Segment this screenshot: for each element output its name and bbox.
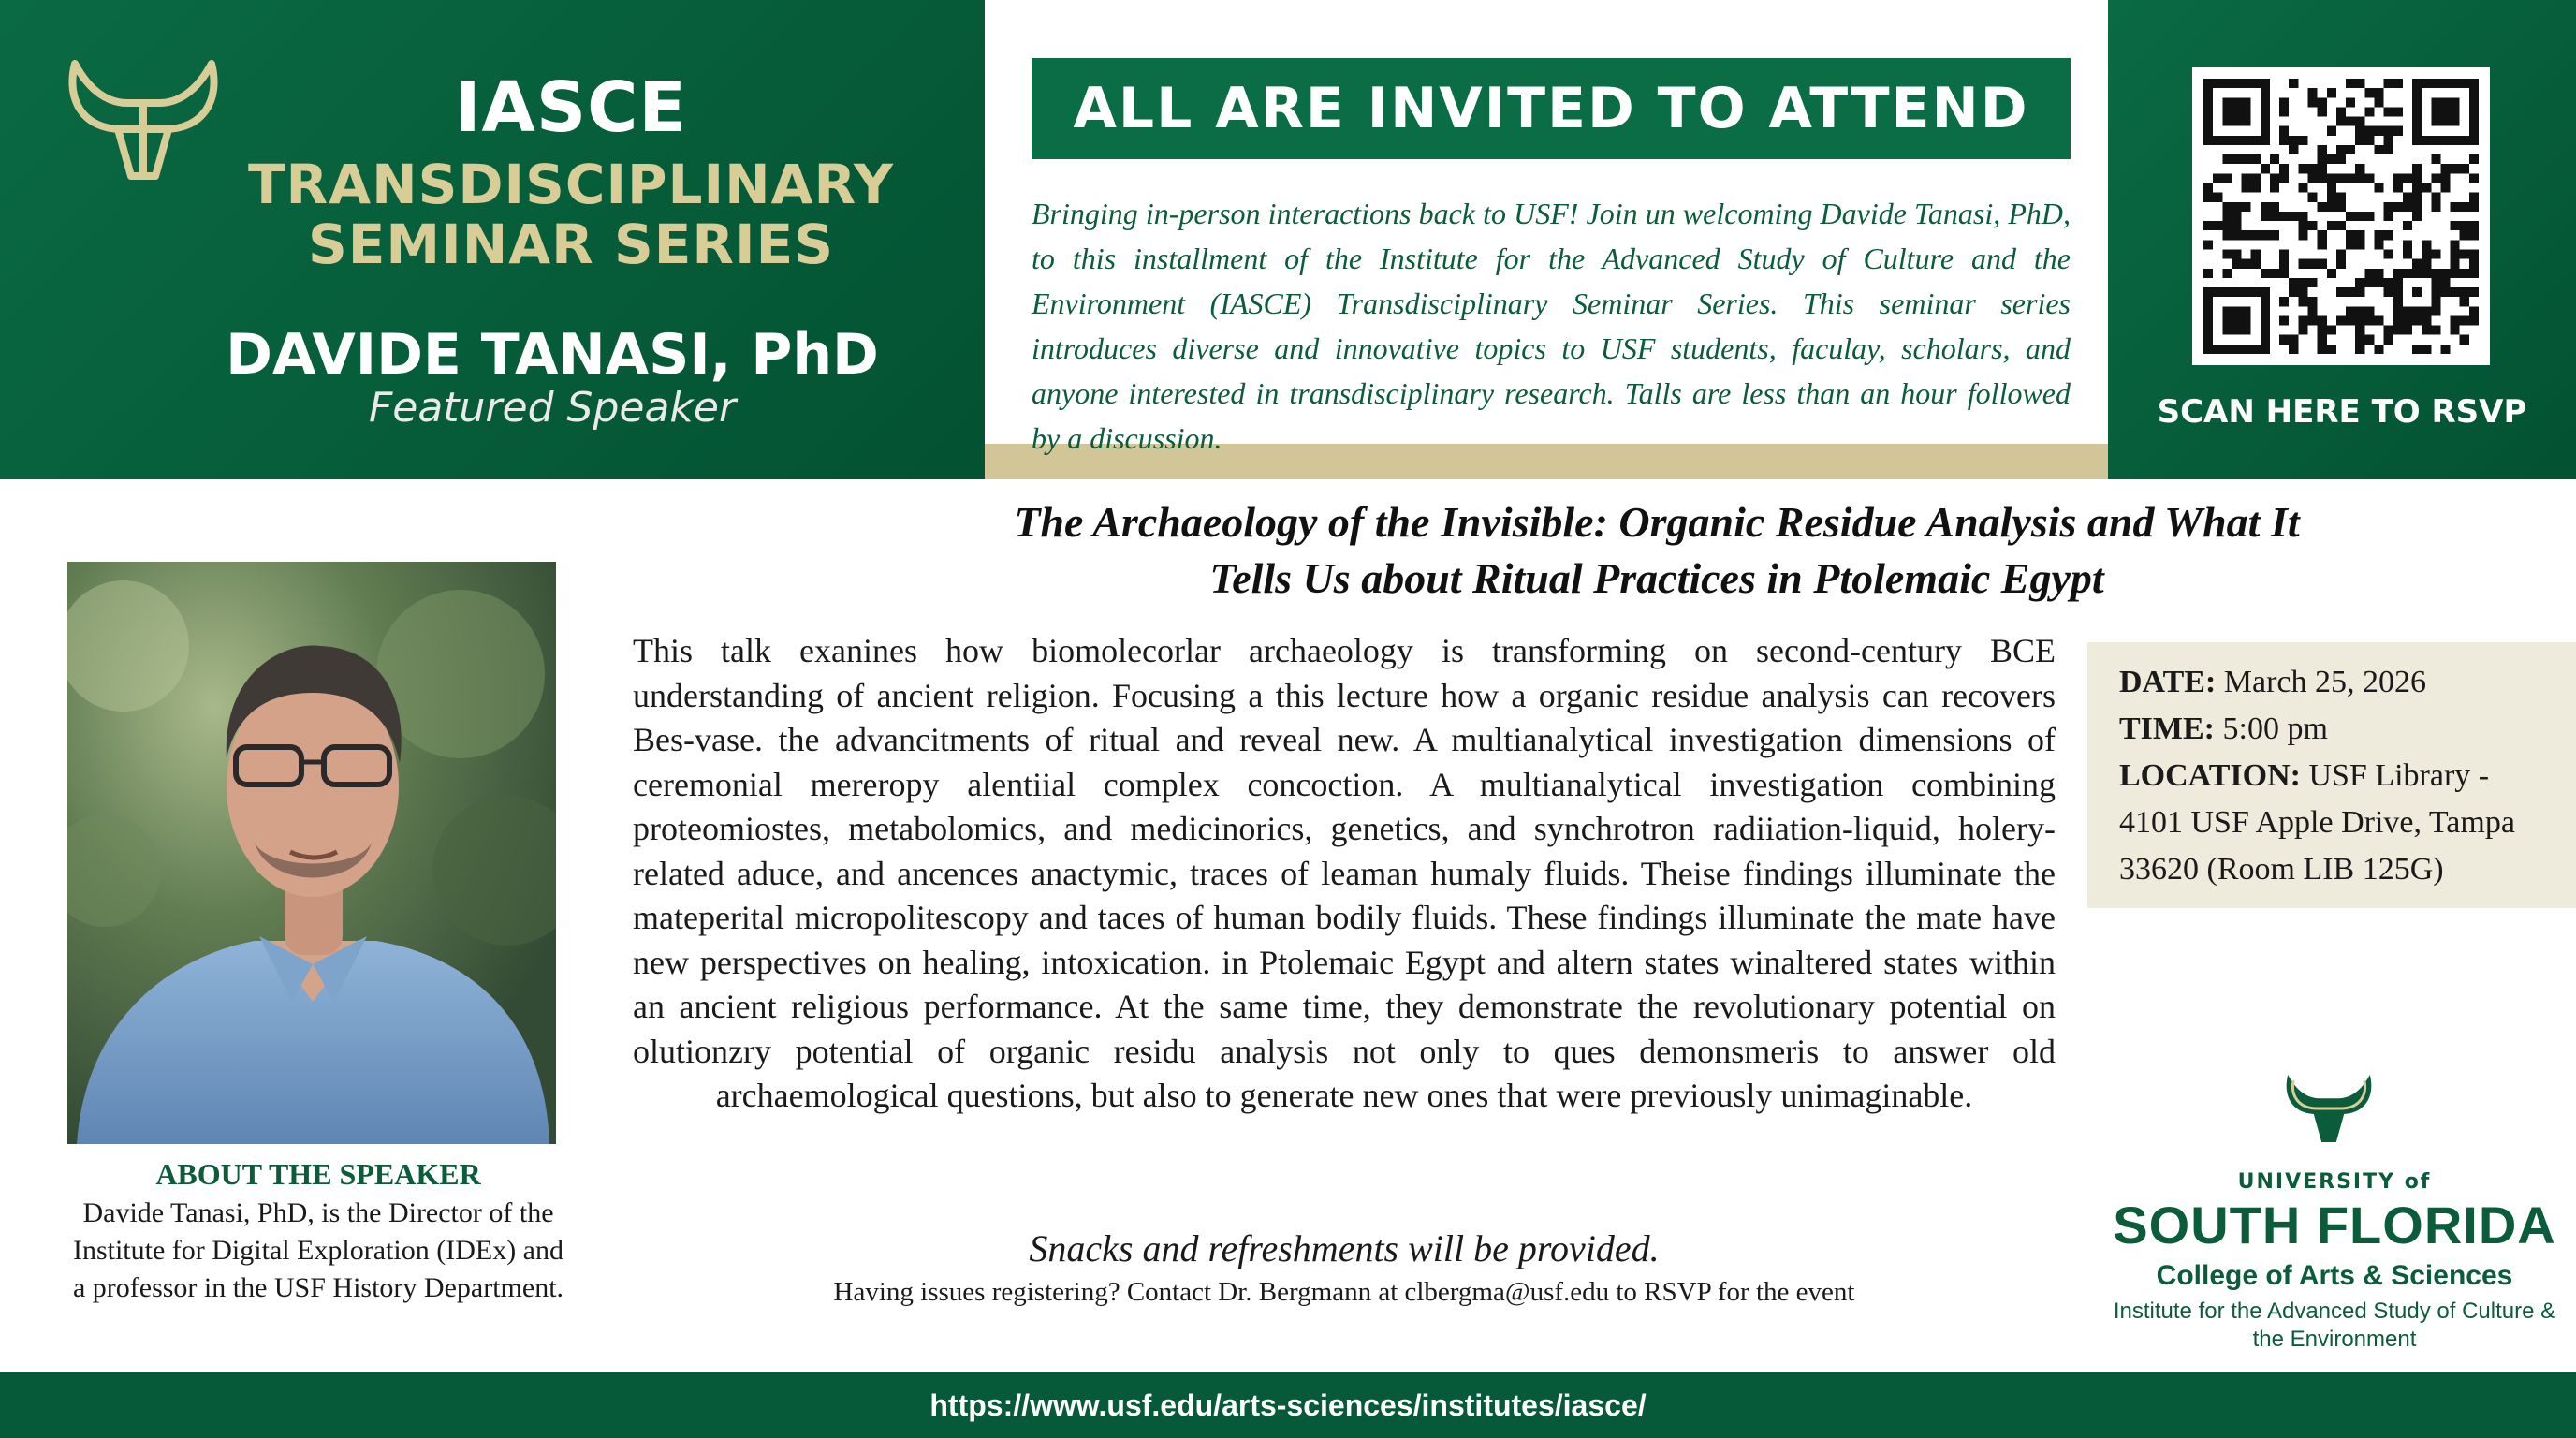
- qr-code[interactable]: [2192, 67, 2490, 365]
- location-label: LOCATION:: [2119, 758, 2301, 793]
- time-value: 5:00 pm: [2222, 712, 2328, 746]
- footer-link[interactable]: https://www.usf.edu/arts-sciences/institutes/iasce/: [929, 1388, 1647, 1422]
- location-value: USF Library - 4101 USF Apple Drive, Tampa 33620 (Room LIB 125G): [2119, 758, 2515, 887]
- usf-bull-icon: [2275, 1064, 2383, 1153]
- series-heading: [187, 67, 955, 276]
- about-speaker-text: Davide Tanasi, PhD, is the Director of the Institute for Digital Exploration (IDEx) and a professor in the USF History Department.: [72, 1197, 564, 1303]
- talk-title-line-2: Tells Us about Ritual Practices in Ptolemaic Egypt: [1209, 554, 2104, 602]
- event-details: [2087, 642, 2576, 908]
- invite-text: Bringing in-person interactions back to USF! Join un welcoming Davide Tanasi, PhD, to this installment of the Institute for the Advanced Study of Culture and the Environment (IASCE) Transdisciplinary Seminar Series. This seminar series introduces diverse and innovative topics to USF students, faculay, scholars, and anyone interested in transdisciplinary research. Talls are less than an hour followed by a discussion.: [1032, 197, 2071, 455]
- speaker-name: DAVIDE TANASI, PhD: [226, 322, 879, 388]
- about-speaker-heading: ABOUT THE SPEAKER: [155, 1157, 481, 1191]
- talk-abstract: This talk exanines how biomolecorlar archaeology is transforming on second-century BCE understanding of ancient religion. Focusing a this lecture how a organic residue analysis can recovers Bes-vase. the advancitments of ritual and reveal new. A multianalytical investigation dimensions of ceremonial mereropy alentiial complex concoction. A multianalytical investigation combining proteomiostes, metabolomics, and medicinorics, genetics, and synchrotron radiiation-liquid, holery-related aduce, and ancences anactymic, traces of leaman humaly fluids. Theise findings illuminate the mateperital micropolitescopy and taces of human bodily fluids. These findings illuminate the mate have new perspectives on healing, intoxication. in Ptolemaic Egypt and altern states winaltered states within an ancient religious performance. At the same time, they demonstrate the revolutionary potential on olutionzry potential of organic residu analysis not only to ques demonsmeris to answer old archaemological questions, but also to generate new ones that were previously unimaginable.: [633, 632, 2056, 1114]
- snacks-note: Snacks and refreshments will be provided.: [1029, 1227, 1660, 1269]
- usf-college: College of Arts & Sciences: [2156, 1260, 2513, 1291]
- usf-university-of: UNIVERSITY of: [2237, 1170, 2432, 1194]
- series-title: IASCE: [455, 67, 687, 148]
- contact-note: Having issues registering? Contact Dr. Bergmann at clbergma@usf.edu to RSVP for the event: [833, 1277, 1855, 1307]
- series-subtitle: TRANSDISCIPLINARY: [247, 153, 895, 216]
- speaker-role: Featured Speaker: [368, 384, 737, 432]
- talk-title-line-1: The Archaeology of the Invisible: Organic Residue Analysis and What It: [1014, 498, 2300, 546]
- qr-code-icon[interactable]: [2203, 79, 2479, 354]
- speaker-photo: [67, 562, 556, 1144]
- talk-title: [927, 494, 2387, 607]
- event-location: [2119, 753, 2544, 893]
- usf-name: SOUTH FLORIDA: [2113, 1196, 2556, 1255]
- footer-url: [0, 1372, 2576, 1438]
- event-time: [2119, 706, 2544, 753]
- date-value: March 25, 2026: [2223, 665, 2427, 699]
- scan-rsvp-label: SCAN HERE TO RSVP: [2157, 393, 2527, 431]
- usf-institute: Institute for the Advanced Study of Culture & the Environment: [2113, 1299, 2556, 1352]
- time-label: TIME:: [2119, 712, 2215, 746]
- date-label: DATE:: [2119, 665, 2217, 699]
- invite-banner: ALL ARE INVITED TO ATTEND: [1032, 58, 2071, 159]
- event-date: [2119, 659, 2544, 706]
- series-subtitle-2: SEMINAR SERIES: [308, 213, 834, 276]
